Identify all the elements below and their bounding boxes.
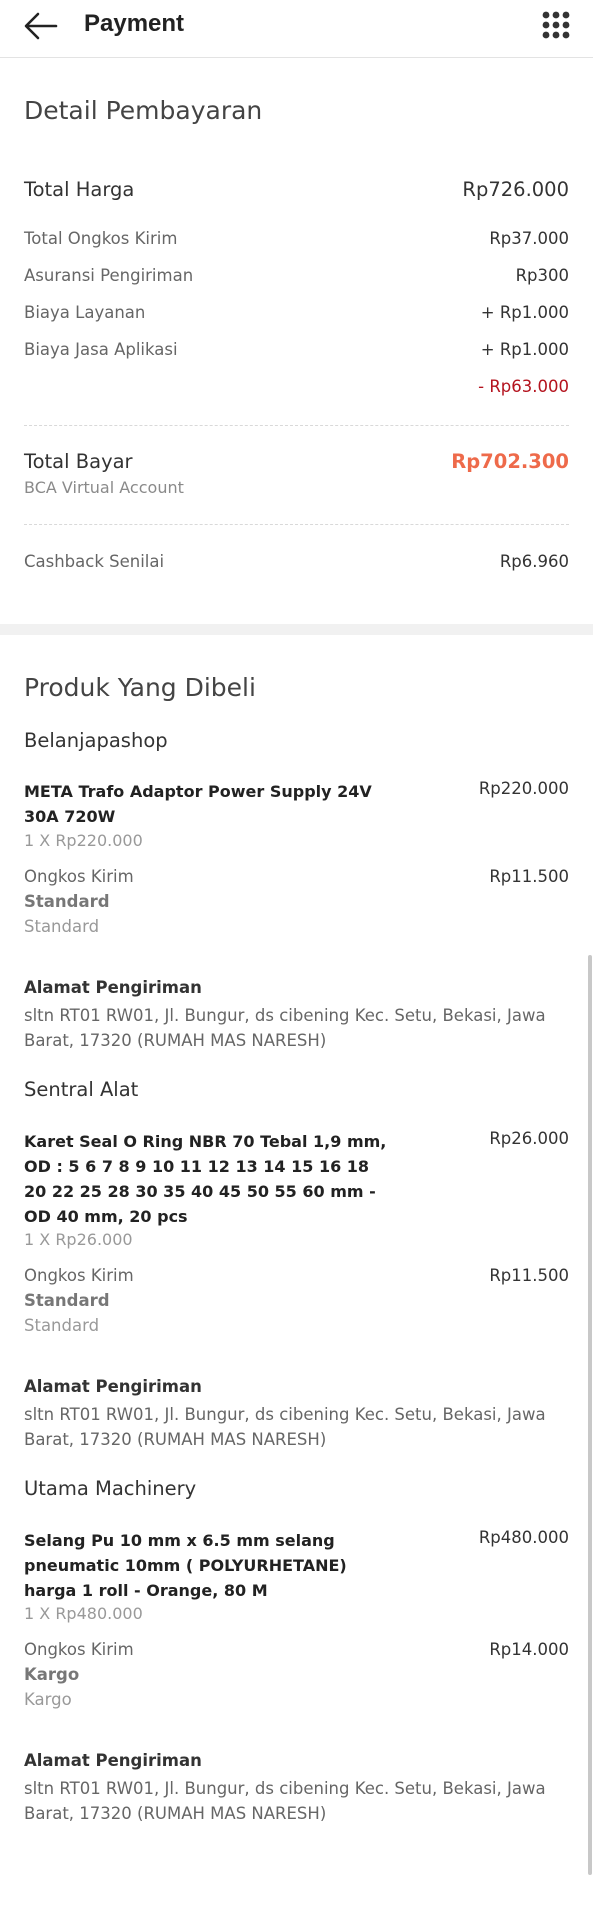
menu-button[interactable] bbox=[541, 10, 571, 40]
total-bayar-label: Total Bayar bbox=[24, 450, 133, 473]
total-bayar-value: Rp702.300 bbox=[451, 450, 569, 473]
address-title: Alamat Pengiriman bbox=[24, 1377, 202, 1396]
cashback-label: Cashback Senilai bbox=[24, 552, 165, 571]
back-button[interactable] bbox=[22, 10, 62, 42]
product-price: Rp26.000 bbox=[489, 1129, 569, 1148]
total-harga-label: Total Harga bbox=[24, 178, 135, 201]
shipping-price: Rp11.500 bbox=[489, 867, 569, 886]
shipping-price: Rp11.500 bbox=[489, 1266, 569, 1285]
product-name[interactable]: Selang Pu 10 mm x 6.5 mm selang pneumatic 10mm ( POLYURHETANE) harga 1 roll - Orange, 80 M bbox=[24, 1531, 347, 1600]
shipping-label: Ongkos Kirim bbox=[24, 1266, 134, 1285]
page-title: Payment bbox=[84, 10, 185, 37]
fee-label: Total Ongkos Kirim bbox=[24, 229, 178, 248]
arrow-left-icon bbox=[22, 10, 62, 42]
fee-label: Asuransi Pengiriman bbox=[24, 266, 194, 285]
fee-value: Rp300 bbox=[515, 266, 569, 285]
fee-label: Biaya Layanan bbox=[24, 303, 146, 322]
discount-value: - Rp63.000 bbox=[478, 377, 569, 396]
total-harga-row bbox=[24, 178, 569, 204]
total-bayar-row bbox=[24, 450, 569, 476]
product-qty: 1 X Rp220.000 bbox=[24, 831, 143, 850]
payment-method: BCA Virtual Account bbox=[24, 478, 184, 497]
shipping-label: Ongkos Kirim bbox=[24, 1640, 134, 1659]
shipping-type-sub: Standard bbox=[24, 1316, 100, 1335]
products-title: Produk Yang Dibeli bbox=[24, 673, 256, 702]
product-name[interactable]: META Trafo Adaptor Power Supply 24V 30A 720W bbox=[24, 782, 372, 826]
fee-value: Rp37.000 bbox=[489, 229, 569, 248]
payment-detail-title: Detail Pembayaran bbox=[24, 96, 263, 125]
shipping-type: Standard bbox=[24, 1291, 110, 1310]
cashback-row bbox=[24, 552, 569, 578]
product-price: Rp480.000 bbox=[478, 1528, 569, 1547]
shipping-address: sltn RT01 RW01, Jl. Bungur, ds cibening Kec. Setu, Bekasi, Jawa Barat, 17320 (RUMAH MAS NARESH) bbox=[24, 1779, 546, 1823]
shipping-price: Rp14.000 bbox=[489, 1640, 569, 1659]
product-price: Rp220.000 bbox=[478, 779, 569, 798]
fee-row bbox=[24, 266, 569, 292]
shipping-address: sltn RT01 RW01, Jl. Bungur, ds cibening Kec. Setu, Bekasi, Jawa Barat, 17320 (RUMAH MAS NARESH) bbox=[24, 1405, 546, 1449]
address-title: Alamat Pengiriman bbox=[24, 978, 202, 997]
product-name[interactable]: Karet Seal O Ring NBR 70 Tebal 1,9 mm, OD : 5 6 7 8 9 10 11 12 13 14 15 16 18 20 22 25 28 30 35 40 45 50 55 60 mm - OD 40 mm, 20 pcs bbox=[24, 1132, 387, 1226]
product-qty: 1 X Rp26.000 bbox=[24, 1230, 133, 1249]
fee-value: + Rp1.000 bbox=[480, 303, 569, 322]
app-header bbox=[0, 0, 593, 58]
address-title: Alamat Pengiriman bbox=[24, 1751, 202, 1770]
divider bbox=[24, 425, 569, 426]
shipping-type-sub: Kargo bbox=[24, 1690, 72, 1709]
grid-dots-icon bbox=[541, 10, 571, 40]
section-separator bbox=[0, 624, 593, 635]
discount-row bbox=[24, 377, 569, 403]
shipping-address: sltn RT01 RW01, Jl. Bungur, ds cibening Kec. Setu, Bekasi, Jawa Barat, 17320 (RUMAH MAS NARESH) bbox=[24, 1006, 546, 1050]
cashback-value: Rp6.960 bbox=[499, 552, 569, 571]
fee-row bbox=[24, 229, 569, 255]
divider bbox=[24, 524, 569, 525]
fee-row bbox=[24, 303, 569, 329]
shop-name: Utama Machinery bbox=[24, 1477, 197, 1500]
shipping-type: Standard bbox=[24, 892, 110, 911]
fee-label: Biaya Jasa Aplikasi bbox=[24, 340, 178, 359]
fee-row bbox=[24, 340, 569, 366]
shipping-type: Kargo bbox=[24, 1665, 80, 1684]
shipping-label: Ongkos Kirim bbox=[24, 867, 134, 886]
shop-name: Sentral Alat bbox=[24, 1078, 139, 1101]
fee-value: + Rp1.000 bbox=[480, 340, 569, 359]
shop-name: Belanjapashop bbox=[24, 729, 168, 752]
shipping-type-sub: Standard bbox=[24, 917, 100, 936]
scrollbar[interactable] bbox=[588, 955, 592, 1875]
total-harga-value: Rp726.000 bbox=[462, 178, 569, 201]
product-qty: 1 X Rp480.000 bbox=[24, 1604, 143, 1623]
